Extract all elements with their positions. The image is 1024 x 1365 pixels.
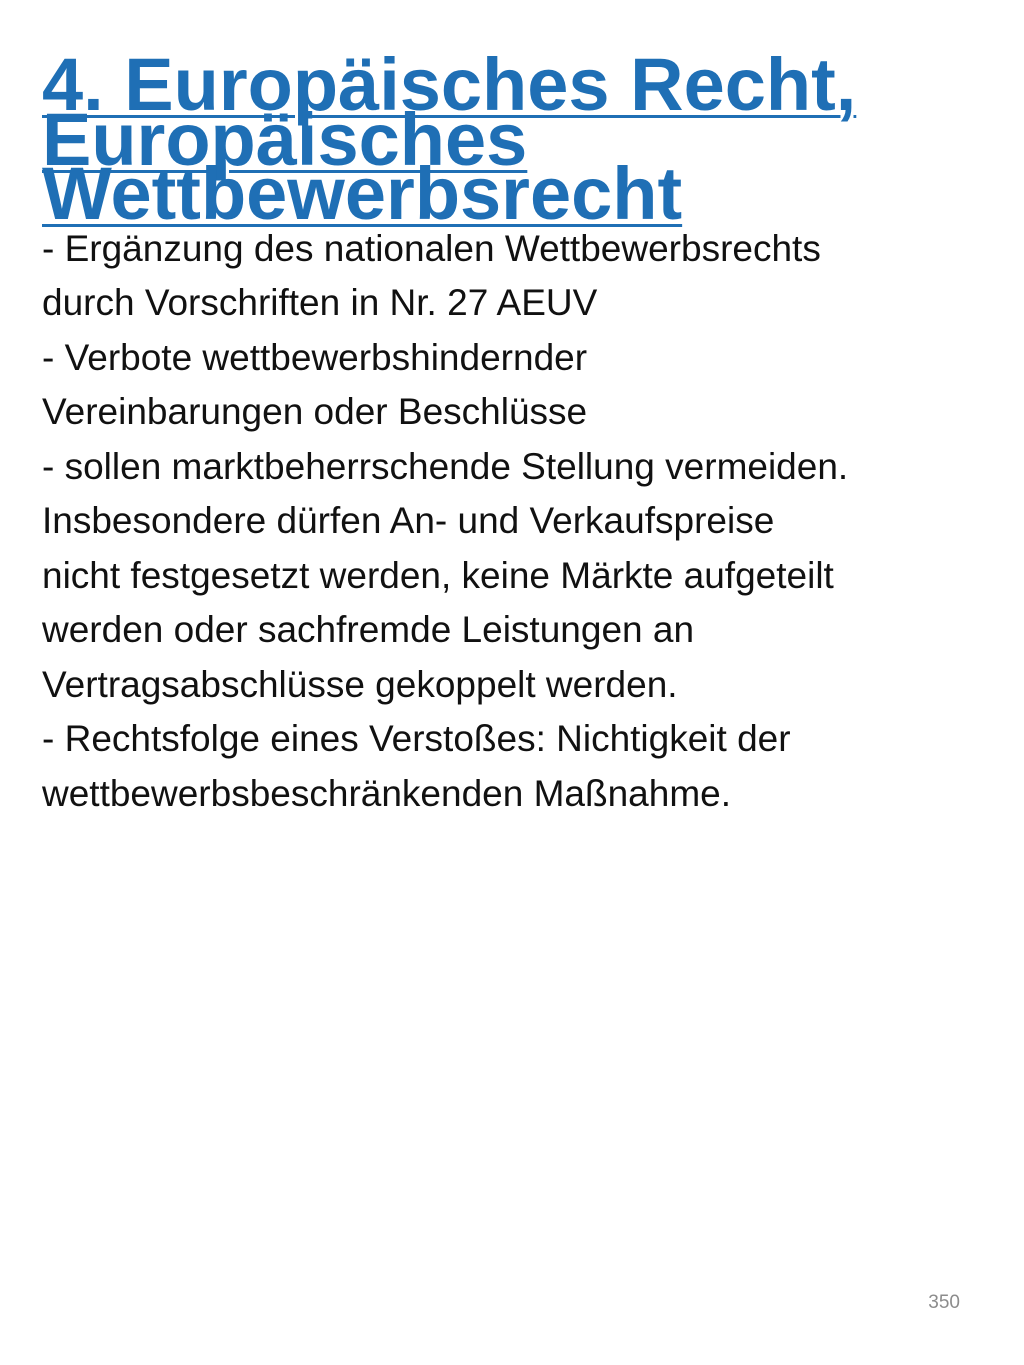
bullet-supplement-competition-law: - Ergänzung des nationalen Wettbewerbsrechts durch Vorschriften in Nr. 27 AEUV <box>42 227 821 323</box>
bullet-legal-consequence: - Rechtsfolge eines Verstoßes: Nichtigkeit der wettbewerbsbeschränkenden Maßnahme. <box>42 718 791 814</box>
slide-heading: 4. Europäisches Recht, Europäisches Wettbewerbsrecht <box>42 43 857 235</box>
page-number: 350 <box>928 1292 960 1313</box>
bullet-dominant-position: - sollen marktbeherrschende Stellung vermeiden. Insbesondere dürfen An- und Verkaufspreise nicht festgesetzt werden, keine Märkte aufgeteilt werden oder sachfremde Leistungen an Vertragsabschlüsse gekoppelt werden. <box>42 445 849 705</box>
slide-content <box>42 43 982 821</box>
bullet-prohibitions: - Verbote wettbewerbshindernder Vereinbarungen oder Beschlüsse <box>42 336 588 432</box>
